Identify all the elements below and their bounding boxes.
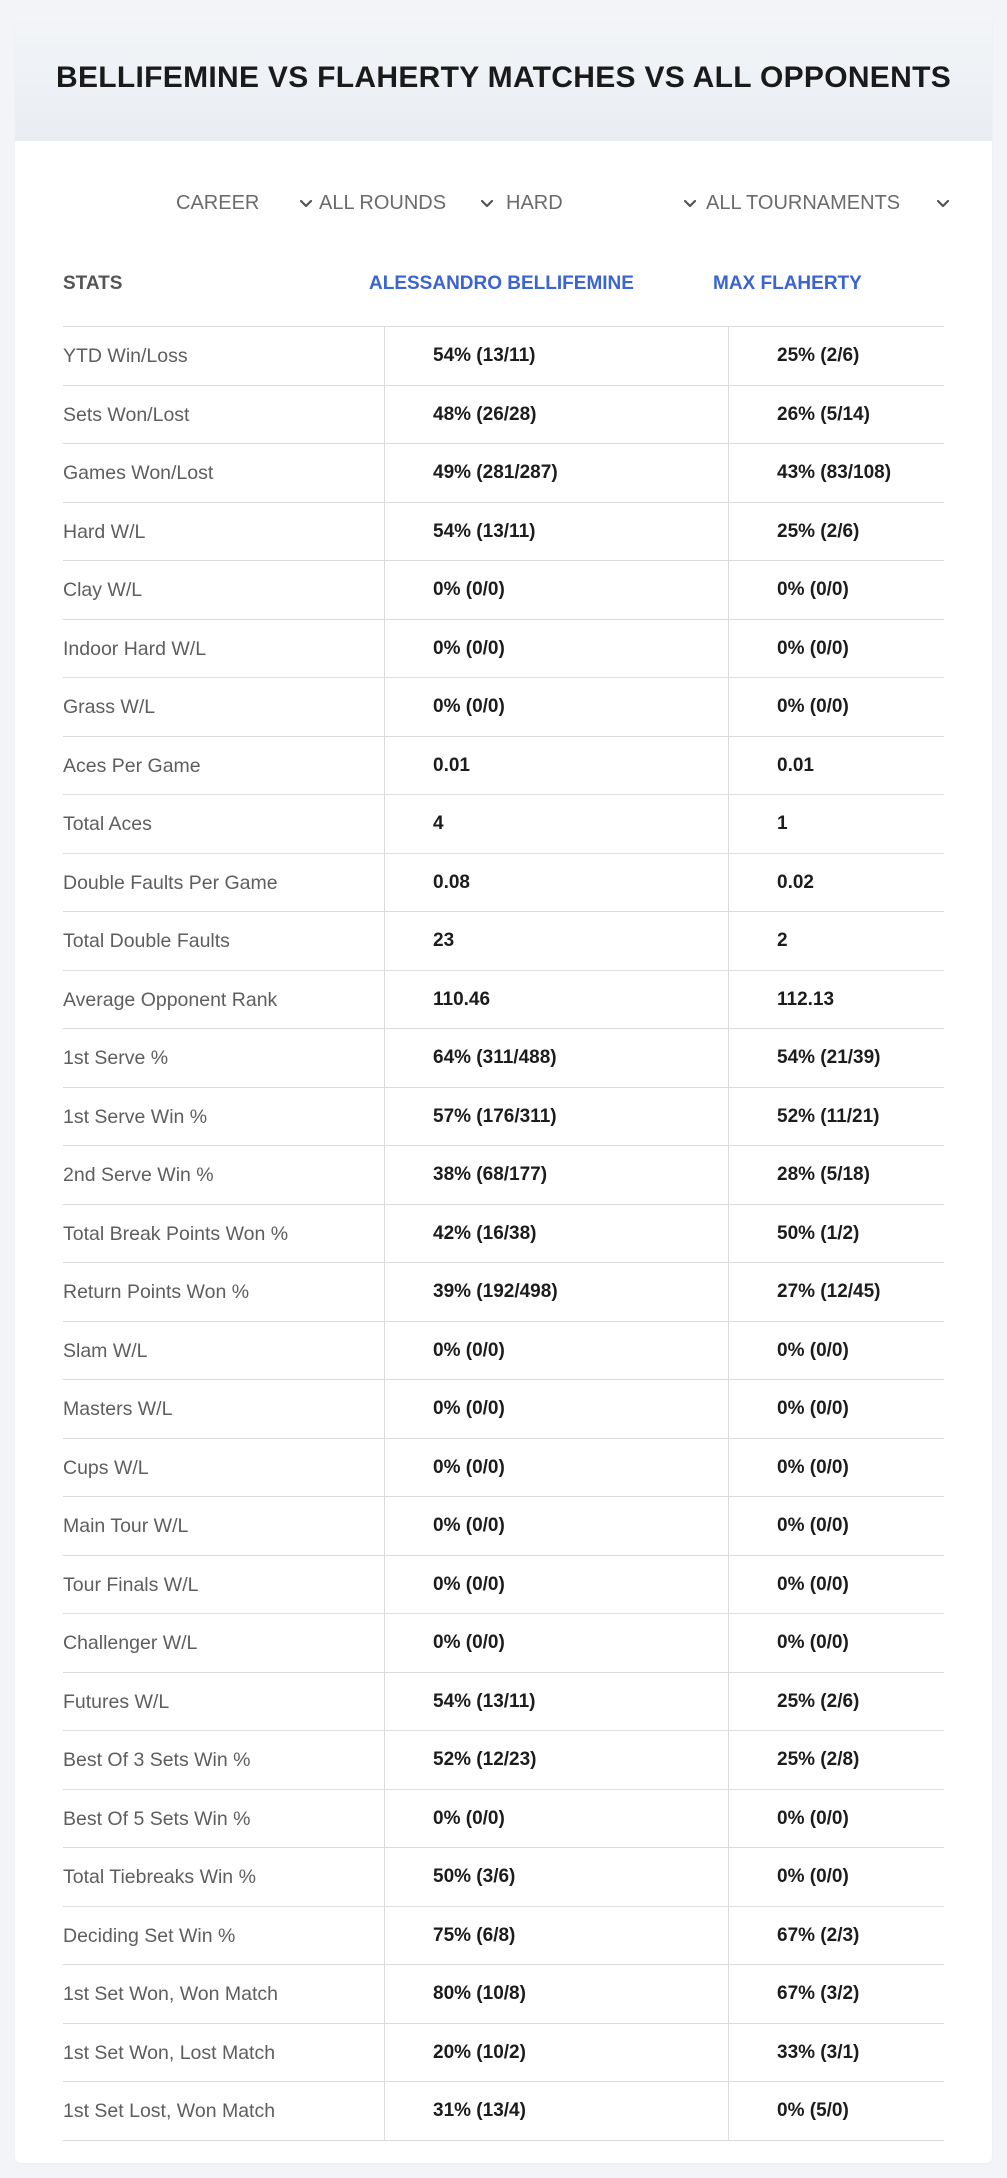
chevron-down-icon [935, 195, 951, 211]
filter-period-value: CAREER [176, 191, 260, 214]
table-row [63, 1088, 944, 1147]
filter-surface-select[interactable] [506, 183, 706, 223]
table-row [63, 1380, 944, 1439]
player2-value: 0% (5/0) [777, 2100, 849, 2121]
player1-value: 48% (26/28) [433, 403, 537, 425]
stat-label: Clay W/L [63, 579, 143, 601]
table-row [63, 1263, 944, 1322]
player2-value: 25% (2/6) [777, 520, 860, 542]
stat-label: 2nd Serve Win % [63, 1164, 214, 1186]
player1-value: 0% (0/0) [433, 1456, 505, 1478]
stat-label: Masters W/L [63, 1398, 173, 1420]
player2-value: 0.01 [777, 754, 814, 776]
column-divider [384, 327, 385, 2141]
table-row [63, 1673, 944, 1732]
player2-value: 25% (2/6) [777, 345, 860, 366]
player2-value: 0% (0/0) [777, 696, 849, 717]
player2-value: 67% (2/3) [777, 1924, 860, 1946]
table-row [63, 386, 944, 445]
table-row [63, 737, 944, 796]
player1-value: 39% (192/498) [433, 1281, 558, 1302]
stat-label: Total Aces [63, 813, 152, 835]
column-divider [728, 327, 729, 2141]
player1-value: 0% (0/0) [433, 579, 505, 600]
stat-label: Best Of 5 Sets Win % [63, 1807, 251, 1830]
player1-value: 52% (12/23) [433, 1749, 537, 1770]
table-row [63, 1205, 944, 1264]
player1-value: 54% (13/11) [433, 345, 536, 366]
table-row [63, 561, 944, 620]
chevron-down-icon [298, 195, 314, 211]
filter-bar [15, 183, 992, 223]
page-title: BELLIFEMINE VS FLAHERTY MATCHES VS ALL OPPONENTS [55, 61, 952, 94]
table-header [63, 253, 944, 327]
header-player1-link[interactable]: ALESSANDRO BELLIFEMINE [369, 273, 634, 294]
player1-value: 0.01 [433, 754, 470, 776]
player1-value: 20% (10/2) [433, 2041, 526, 2063]
stat-label: Double Faults Per Game [63, 871, 278, 894]
player2-value: 0% (0/0) [777, 1456, 849, 1478]
stat-label: Hard W/L [63, 520, 146, 543]
stat-label: Cups W/L [63, 1456, 149, 1479]
stat-label: Sets Won/Lost [63, 403, 190, 426]
page-header [15, 15, 992, 141]
player2-value: 52% (11/21) [777, 1105, 880, 1127]
table-row [63, 327, 944, 386]
table-row [63, 1731, 944, 1790]
stat-label: YTD Win/Loss [63, 345, 188, 367]
stat-label: Total Tiebreaks Win % [63, 1866, 256, 1888]
table-row [63, 971, 944, 1030]
player2-value: 54% (21/39) [777, 1047, 881, 1068]
table-row [63, 503, 944, 562]
player2-value: 0% (0/0) [777, 1632, 849, 1653]
stat-label: 1st Serve % [63, 1047, 169, 1069]
table-row [63, 1322, 944, 1381]
player2-value: 0% (0/0) [777, 1573, 849, 1595]
table-row [63, 912, 944, 971]
player1-value: 0.08 [433, 871, 470, 893]
player2-value: 67% (3/2) [777, 1983, 860, 2004]
stat-label: Grass W/L [63, 696, 156, 718]
stats-card [15, 15, 992, 2163]
player2-value: 33% (3/1) [777, 2041, 860, 2063]
stats-table [63, 253, 944, 2141]
stat-label: 1st Set Won, Won Match [63, 1983, 278, 2005]
chevron-down-icon [682, 195, 698, 211]
table-row [63, 795, 944, 854]
player2-value: 0% (0/0) [777, 637, 849, 659]
player1-value: 42% (16/38) [433, 1222, 537, 1244]
stat-label: Main Tour W/L [63, 1515, 189, 1537]
player2-value: 0% (0/0) [777, 1398, 849, 1419]
player2-value: 27% (12/45) [777, 1281, 881, 1302]
player1-value: 49% (281/287) [433, 462, 558, 483]
table-row [63, 1790, 944, 1849]
chevron-down-icon [479, 195, 495, 211]
stat-label: Indoor Hard W/L [63, 637, 207, 660]
player2-value: 0% (0/0) [777, 1866, 849, 1887]
player1-value: 0% (0/0) [433, 637, 505, 659]
table-row [63, 1614, 944, 1673]
player2-value: 50% (1/2) [777, 1222, 860, 1244]
table-row [63, 2082, 944, 2141]
table-row [63, 1907, 944, 1966]
filter-round-select[interactable] [319, 183, 504, 223]
stat-label: Total Break Points Won % [63, 1222, 289, 1245]
player1-value: 31% (13/4) [433, 2100, 526, 2121]
table-row [63, 1497, 944, 1556]
table-body [63, 327, 944, 2141]
player1-value: 57% (176/311) [433, 1105, 557, 1127]
player1-value: 0% (0/0) [433, 1632, 505, 1653]
table-row [63, 2024, 944, 2083]
table-row [63, 1556, 944, 1615]
stat-label: Aces Per Game [63, 754, 201, 777]
player1-value: 0% (0/0) [433, 1398, 505, 1419]
stat-label: 1st Serve Win % [63, 1105, 208, 1128]
header-player2-link[interactable]: MAX FLAHERTY [713, 273, 862, 294]
player1-value: 23 [433, 930, 455, 951]
filter-period-select[interactable] [176, 183, 314, 223]
player1-value: 64% (311/488) [433, 1047, 557, 1068]
filter-tournament-value: ALL TOURNAMENTS [706, 191, 901, 214]
table-row [63, 1439, 944, 1498]
player1-value: 54% (13/11) [433, 520, 536, 542]
player2-value: 0% (0/0) [777, 1339, 849, 1361]
player2-value: 25% (2/6) [777, 1690, 860, 1712]
player1-value: 50% (3/6) [433, 1866, 516, 1887]
stat-label: 1st Set Lost, Won Match [63, 2100, 276, 2122]
table-row [63, 854, 944, 913]
player2-value: 25% (2/8) [777, 1749, 860, 1770]
table-row [63, 620, 944, 679]
player2-value: 28% (5/18) [777, 1164, 870, 1185]
table-row [63, 678, 944, 737]
player2-value: 0% (0/0) [777, 1515, 849, 1536]
table-row [63, 444, 944, 503]
player1-value: 0% (0/0) [433, 1339, 505, 1361]
stat-label: Total Double Faults [63, 930, 230, 952]
stat-label: Best Of 3 Sets Win % [63, 1749, 251, 1771]
stat-label: Challenger W/L [63, 1632, 198, 1654]
filter-round-value: ALL ROUNDS [319, 191, 447, 214]
player2-value: 2 [777, 930, 788, 951]
player2-value: 0% (0/0) [777, 579, 849, 600]
player2-value: 112.13 [777, 988, 835, 1010]
table-row [63, 1848, 944, 1907]
player1-value: 0% (0/0) [433, 696, 505, 717]
player2-value: 0% (0/0) [777, 1807, 849, 1829]
stat-label: Deciding Set Win % [63, 1924, 236, 1947]
player1-value: 0% (0/0) [433, 1807, 505, 1829]
stat-label: 1st Set Won, Lost Match [63, 2041, 276, 2064]
stat-label: Tour Finals W/L [63, 1573, 199, 1596]
player1-value: 54% (13/11) [433, 1690, 536, 1712]
stat-label: Futures W/L [63, 1690, 170, 1713]
player1-value: 0% (0/0) [433, 1573, 505, 1595]
player1-value: 75% (6/8) [433, 1924, 516, 1946]
player1-value: 110.46 [433, 988, 491, 1010]
filter-tournament-select[interactable] [706, 183, 956, 223]
stat-label: Average Opponent Rank [63, 988, 278, 1011]
stat-label: Return Points Won % [63, 1281, 250, 1303]
header-stats: STATS [63, 273, 123, 294]
player2-value: 0.02 [777, 871, 814, 893]
player1-value: 80% (10/8) [433, 1983, 526, 2004]
player1-value: 0% (0/0) [433, 1515, 505, 1536]
player2-value: 26% (5/14) [777, 403, 870, 425]
table-row [63, 1029, 944, 1088]
table-row [63, 1146, 944, 1205]
player1-value: 38% (68/177) [433, 1164, 548, 1185]
filter-surface-value: HARD [506, 191, 563, 214]
player2-value: 1 [777, 813, 788, 834]
player2-value: 43% (83/108) [777, 462, 892, 483]
stat-label: Games Won/Lost [63, 462, 214, 484]
table-row [63, 1965, 944, 2024]
stat-label: Slam W/L [63, 1339, 148, 1362]
player1-value: 4 [433, 813, 444, 834]
